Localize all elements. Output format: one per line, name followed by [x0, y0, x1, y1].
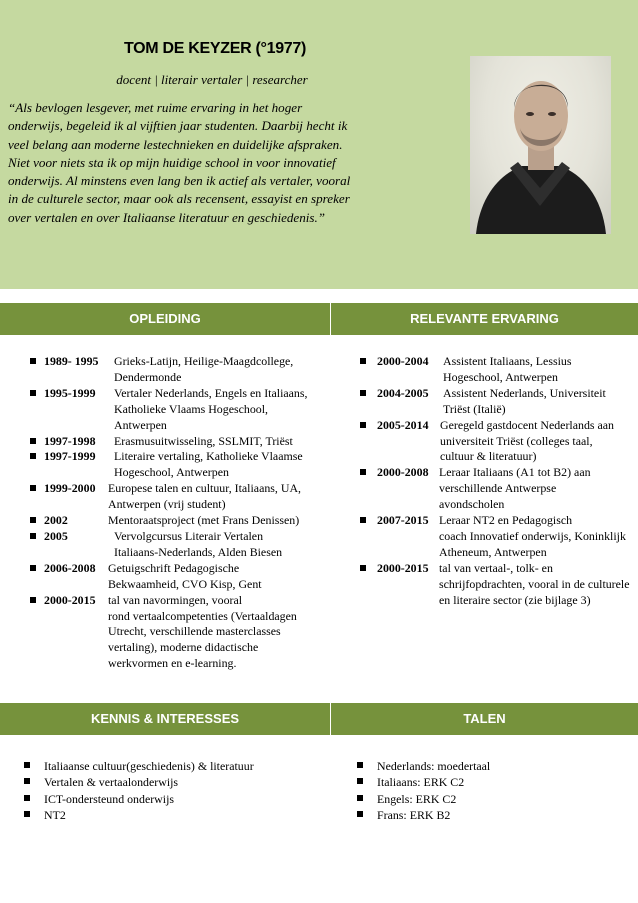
education-years: 1995-1999: [44, 385, 96, 400]
bullet-icon: [30, 358, 36, 364]
experience-text: Geregeld gastdocent Nederlands aan universiteit Triëst (colleges taal, cultuur & literatuur): [440, 417, 614, 464]
education-text: Erasmusuitwisseling, SSLMIT, Triëst: [114, 433, 293, 448]
language-item: [357, 807, 627, 823]
education-years: 1999-2000: [44, 481, 96, 496]
section-header-talen: TALEN: [331, 703, 638, 735]
knowledge-list: [24, 758, 324, 823]
education-text: Vertaler Nederlands, Engels en Italiaans, Katholieke Vlaams Hogeschool, Antwerpen: [114, 385, 308, 432]
bullet-icon: [357, 778, 363, 784]
portrait-photo: [470, 56, 611, 234]
experience-item: [360, 386, 638, 418]
experience-item: [360, 561, 638, 609]
education-text: Grieks-Latijn, Heilige-Maagdcollege, Dendermonde: [114, 354, 294, 384]
education-years: 2005: [44, 528, 68, 543]
bullet-icon: [30, 597, 36, 603]
personal-statement: [8, 99, 413, 227]
language-text: Italiaans: ERK C2: [377, 775, 465, 790]
knowledge-text: Vertalen & vertaalonderwijs: [44, 775, 179, 790]
bullet-icon: [360, 422, 366, 428]
education-item: [30, 529, 330, 561]
bullet-icon: [357, 762, 363, 768]
experience-item: [360, 418, 638, 466]
experience-text: tal van vertaal-, tolk- en schrijfopdrachten, vooral in de culturele en literaire sector (zie bijlage 3): [439, 560, 630, 607]
bullet-icon: [30, 517, 36, 523]
education-item: [30, 449, 330, 481]
knowledge-item: [24, 791, 324, 807]
education-text: tal van navormingen, vooral rond vertaalcompetenties (Vertaaldagen Utrecht, verschillende masterclasses vertaling), moderne didactische werkvormen en e-learning.: [108, 592, 297, 671]
language-item: [357, 758, 627, 774]
experience-item: [360, 354, 638, 386]
education-years: 1997-1998: [44, 433, 96, 448]
education-years: 1989- 1995: [44, 354, 99, 368]
education-item: [30, 481, 330, 513]
bullet-icon: [360, 517, 366, 523]
education-text: Literaire vertaling, Katholieke Vlaamse Hogeschool, Antwerpen: [114, 449, 303, 480]
knowledge-item: [24, 774, 324, 790]
bullet-icon: [30, 565, 36, 571]
bullet-icon: [30, 485, 36, 491]
education-item: [30, 386, 330, 434]
language-text: Nederlands: moedertaal: [377, 759, 491, 773]
person-name: TOM DE KEYZER (°1977): [123, 40, 307, 57]
experience-years: 2005-2014: [377, 417, 429, 432]
statement-line: onderwijs. Al minstens even lang ben ik actief als vertaler, vooral: [8, 173, 351, 189]
experience-years: 2000-2008: [377, 465, 429, 480]
bullet-icon: [360, 390, 366, 396]
experience-text: Leraar NT2 en Pedagogisch coach Innovatief onderwijs, Koninklijk Atheneum, Antwerpen: [439, 513, 626, 559]
section-header-kennis: KENNIS & INTERESSES: [0, 703, 330, 735]
language-text: Engels: ERK C2: [377, 791, 457, 806]
experience-years: 2000-2015: [377, 560, 429, 575]
bullet-icon: [24, 811, 30, 817]
bullet-icon: [360, 469, 366, 475]
statement-line: in de culturele sector, maar ook als recensent, essayist en spreker: [8, 191, 350, 207]
education-item: [30, 593, 330, 673]
experience-item: [360, 513, 638, 561]
statement-line: over vertalen en over Italiaanse literatuur en geschiedenis.”: [8, 209, 326, 225]
statement-line: “Als bevlogen lesgever, met ruime ervaring in het hoger: [8, 100, 303, 115]
statement-line: onderwijs, begeleid ik al vijftien jaar studenten. Daarbij hecht ik: [8, 118, 348, 134]
bullet-icon: [30, 533, 36, 539]
education-text: Vervolgcursus Literair Vertalen Italiaans-Nederlands, Alden Biesen: [114, 528, 283, 559]
education-years: 2000-2015: [44, 592, 96, 607]
education-years: 2006-2008: [44, 560, 96, 575]
education-text: Mentoraatsproject (met Frans Denissen): [108, 513, 300, 528]
bullet-icon: [30, 390, 36, 396]
bullet-icon: [360, 565, 366, 571]
experience-years: 2004-2005: [377, 385, 429, 400]
statement-line: veel belang aan moderne lestechnieken en duidelijke afspraken.: [8, 136, 343, 152]
language-item: [357, 774, 627, 790]
knowledge-text: ICT-ondersteund onderwijs: [44, 791, 175, 806]
statement-line: Niet voor niets sta ik op mijn huidige school in voor innovatief: [8, 154, 336, 170]
bullet-icon: [30, 453, 36, 459]
experience-text: Assistent Nederlands, Universiteit Triëst (Italië): [443, 385, 606, 416]
experience-item: [360, 465, 638, 513]
education-text: Getuigschrift Pedagogische Bekwaamheid, CVO Kisp, Gent: [108, 560, 262, 591]
languages-list: [357, 758, 627, 823]
section-header-opleiding: OPLEIDING: [0, 303, 330, 335]
knowledge-item: [24, 758, 324, 774]
section-header-ervaring: RELEVANTE ERVARING: [331, 303, 638, 335]
education-item: [30, 354, 330, 386]
knowledge-item: [24, 807, 324, 823]
bullet-icon: [357, 795, 363, 801]
language-item: [357, 791, 627, 807]
bullet-icon: [30, 438, 36, 444]
experience-years: 2000-2004: [377, 354, 429, 368]
education-item: [30, 434, 330, 450]
bullet-icon: [357, 811, 363, 817]
bullet-icon: [24, 778, 30, 784]
bullet-icon: [24, 762, 30, 768]
education-list: [30, 354, 330, 672]
header-panel: [0, 0, 638, 289]
knowledge-text: NT2: [44, 807, 66, 822]
experience-years: 2007-2015: [377, 513, 429, 528]
experience-text: Leraar Italiaans (A1 tot B2) aan verschillende Antwerpse avondscholen: [439, 465, 591, 512]
person-subtitle: docent | literair vertaler | researcher: [116, 72, 308, 87]
bullet-icon: [360, 358, 366, 364]
education-text: Europese talen en cultuur, Italiaans, UA, Antwerpen (vrij student): [108, 481, 302, 512]
education-item: [30, 513, 330, 529]
education-years: 1997-1999: [44, 449, 96, 464]
knowledge-text: Italiaanse cultuur(geschiedenis) & literatuur: [44, 759, 254, 773]
language-text: Frans: ERK B2: [377, 807, 451, 822]
education-years: 2002: [44, 513, 68, 528]
experience-list: [360, 354, 638, 609]
bullet-icon: [24, 795, 30, 801]
experience-text: Assistent Italiaans, Lessius Hogeschool, Antwerpen: [443, 354, 572, 384]
education-item: [30, 561, 330, 593]
